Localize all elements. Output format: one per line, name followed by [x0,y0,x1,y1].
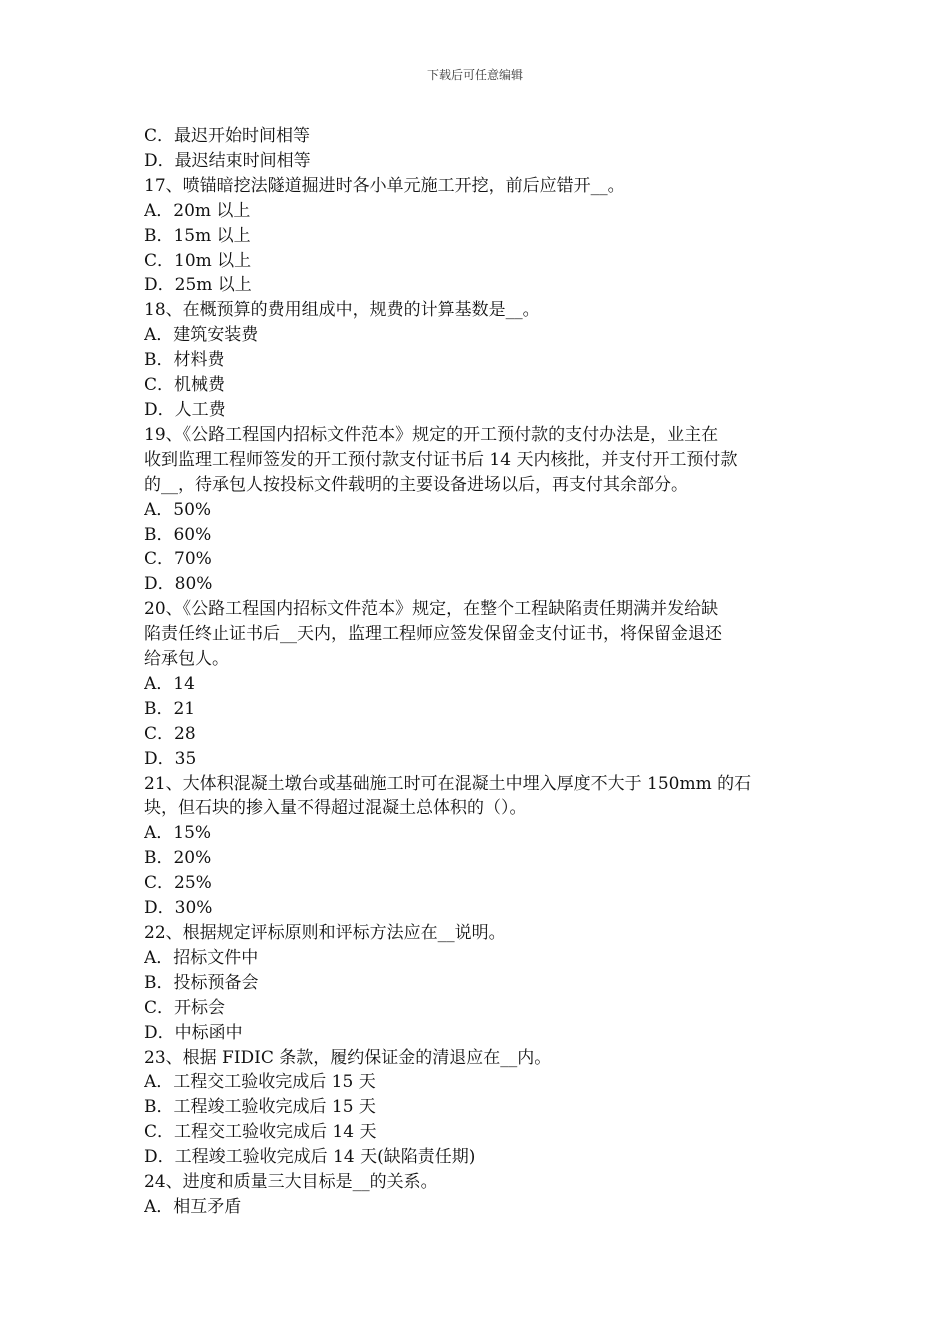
option-line: D．25m 以上 [144,275,252,296]
option-line: B．15m 以上 [144,225,251,246]
option-line: A．15% [144,823,212,844]
question-line: 24、进度和质量三大目标是__的关系。 [144,1172,438,1193]
option-line: C．工程交工验收完成后 14 天 [144,1122,377,1143]
option-line: C．开标会 [144,997,226,1018]
option-line: C．28 [144,723,196,744]
question-line: 块，但石块的掺入量不得超过混凝土总体积的（）。 [144,798,527,819]
option-line: A．14 [144,673,195,694]
option-line: D．35 [144,748,197,769]
option-line: A．相互矛盾 [144,1196,242,1217]
option-line: B．材料费 [144,350,225,371]
option-line: B．工程竣工验收完成后 15 天 [144,1097,376,1118]
option-line: C．25% [144,873,212,894]
question-line: 19、《公路工程国内招标文件范本》规定的开工预付款的支付办法是，业主在 [144,424,719,445]
option-line: D．30% [144,898,213,919]
document-body [144,124,809,1220]
question-line: 陷责任终止证书后__天内，监理工程师应签发保留金支付证书，将保留金退还 [144,624,722,645]
option-line: A．工程交工验收完成后 15 天 [144,1072,376,1093]
question-line: 17、喷锚暗挖法隧道掘进时各小单元施工开挖，前后应错开__。 [144,175,625,196]
page-header: 下载后可任意编辑 [426,68,523,82]
option-line: D．80% [144,574,213,595]
option-line: A．20m 以上 [144,200,251,221]
option-line: C．70% [144,549,212,570]
question-line: 给承包人。 [144,649,229,670]
question-line: 18、在概预算的费用组成中，规费的计算基数是__。 [144,300,540,321]
question-line: 的__，待承包人按投标文件载明的主要设备进场以后，再支付其余部分。 [144,474,688,495]
option-line: A．招标文件中 [144,947,259,968]
question-line: 21、大体积混凝土墩台或基础施工时可在混凝土中埋入厚度不大于 150mm 的石 [144,773,752,794]
option-line: D．人工费 [144,399,226,420]
question-line: 23、根据 FIDIC 条款，履约保证金的清退应在__内。 [144,1047,552,1068]
option-line: C．最迟开始时间相等 [144,126,311,146]
option-line: C．10m 以上 [144,250,252,271]
question-line: 22、根据规定评标原则和评标方法应在__说明。 [144,923,506,943]
option-line: D．最迟结束时间相等 [144,150,311,171]
option-line: B．20% [144,848,212,869]
option-line: C．机械费 [144,375,226,396]
option-line: A．建筑安装费 [144,325,259,346]
option-line: B．投标预备会 [144,972,259,993]
option-line: B．21 [144,698,196,719]
option-line: B．60% [144,524,212,545]
option-line: D．工程竣工验收完成后 14 天(缺陷责任期) [144,1147,476,1168]
option-line: A．50% [144,499,212,520]
option-line: D．中标函中 [144,1022,243,1043]
question-line: 20、《公路工程国内招标文件范本》规定，在整个工程缺陷责任期满并发给缺 [144,599,719,620]
question-line: 收到监理工程师签发的开工预付款支付证书后 14 天内核批，并支付开工预付款 [144,449,738,470]
